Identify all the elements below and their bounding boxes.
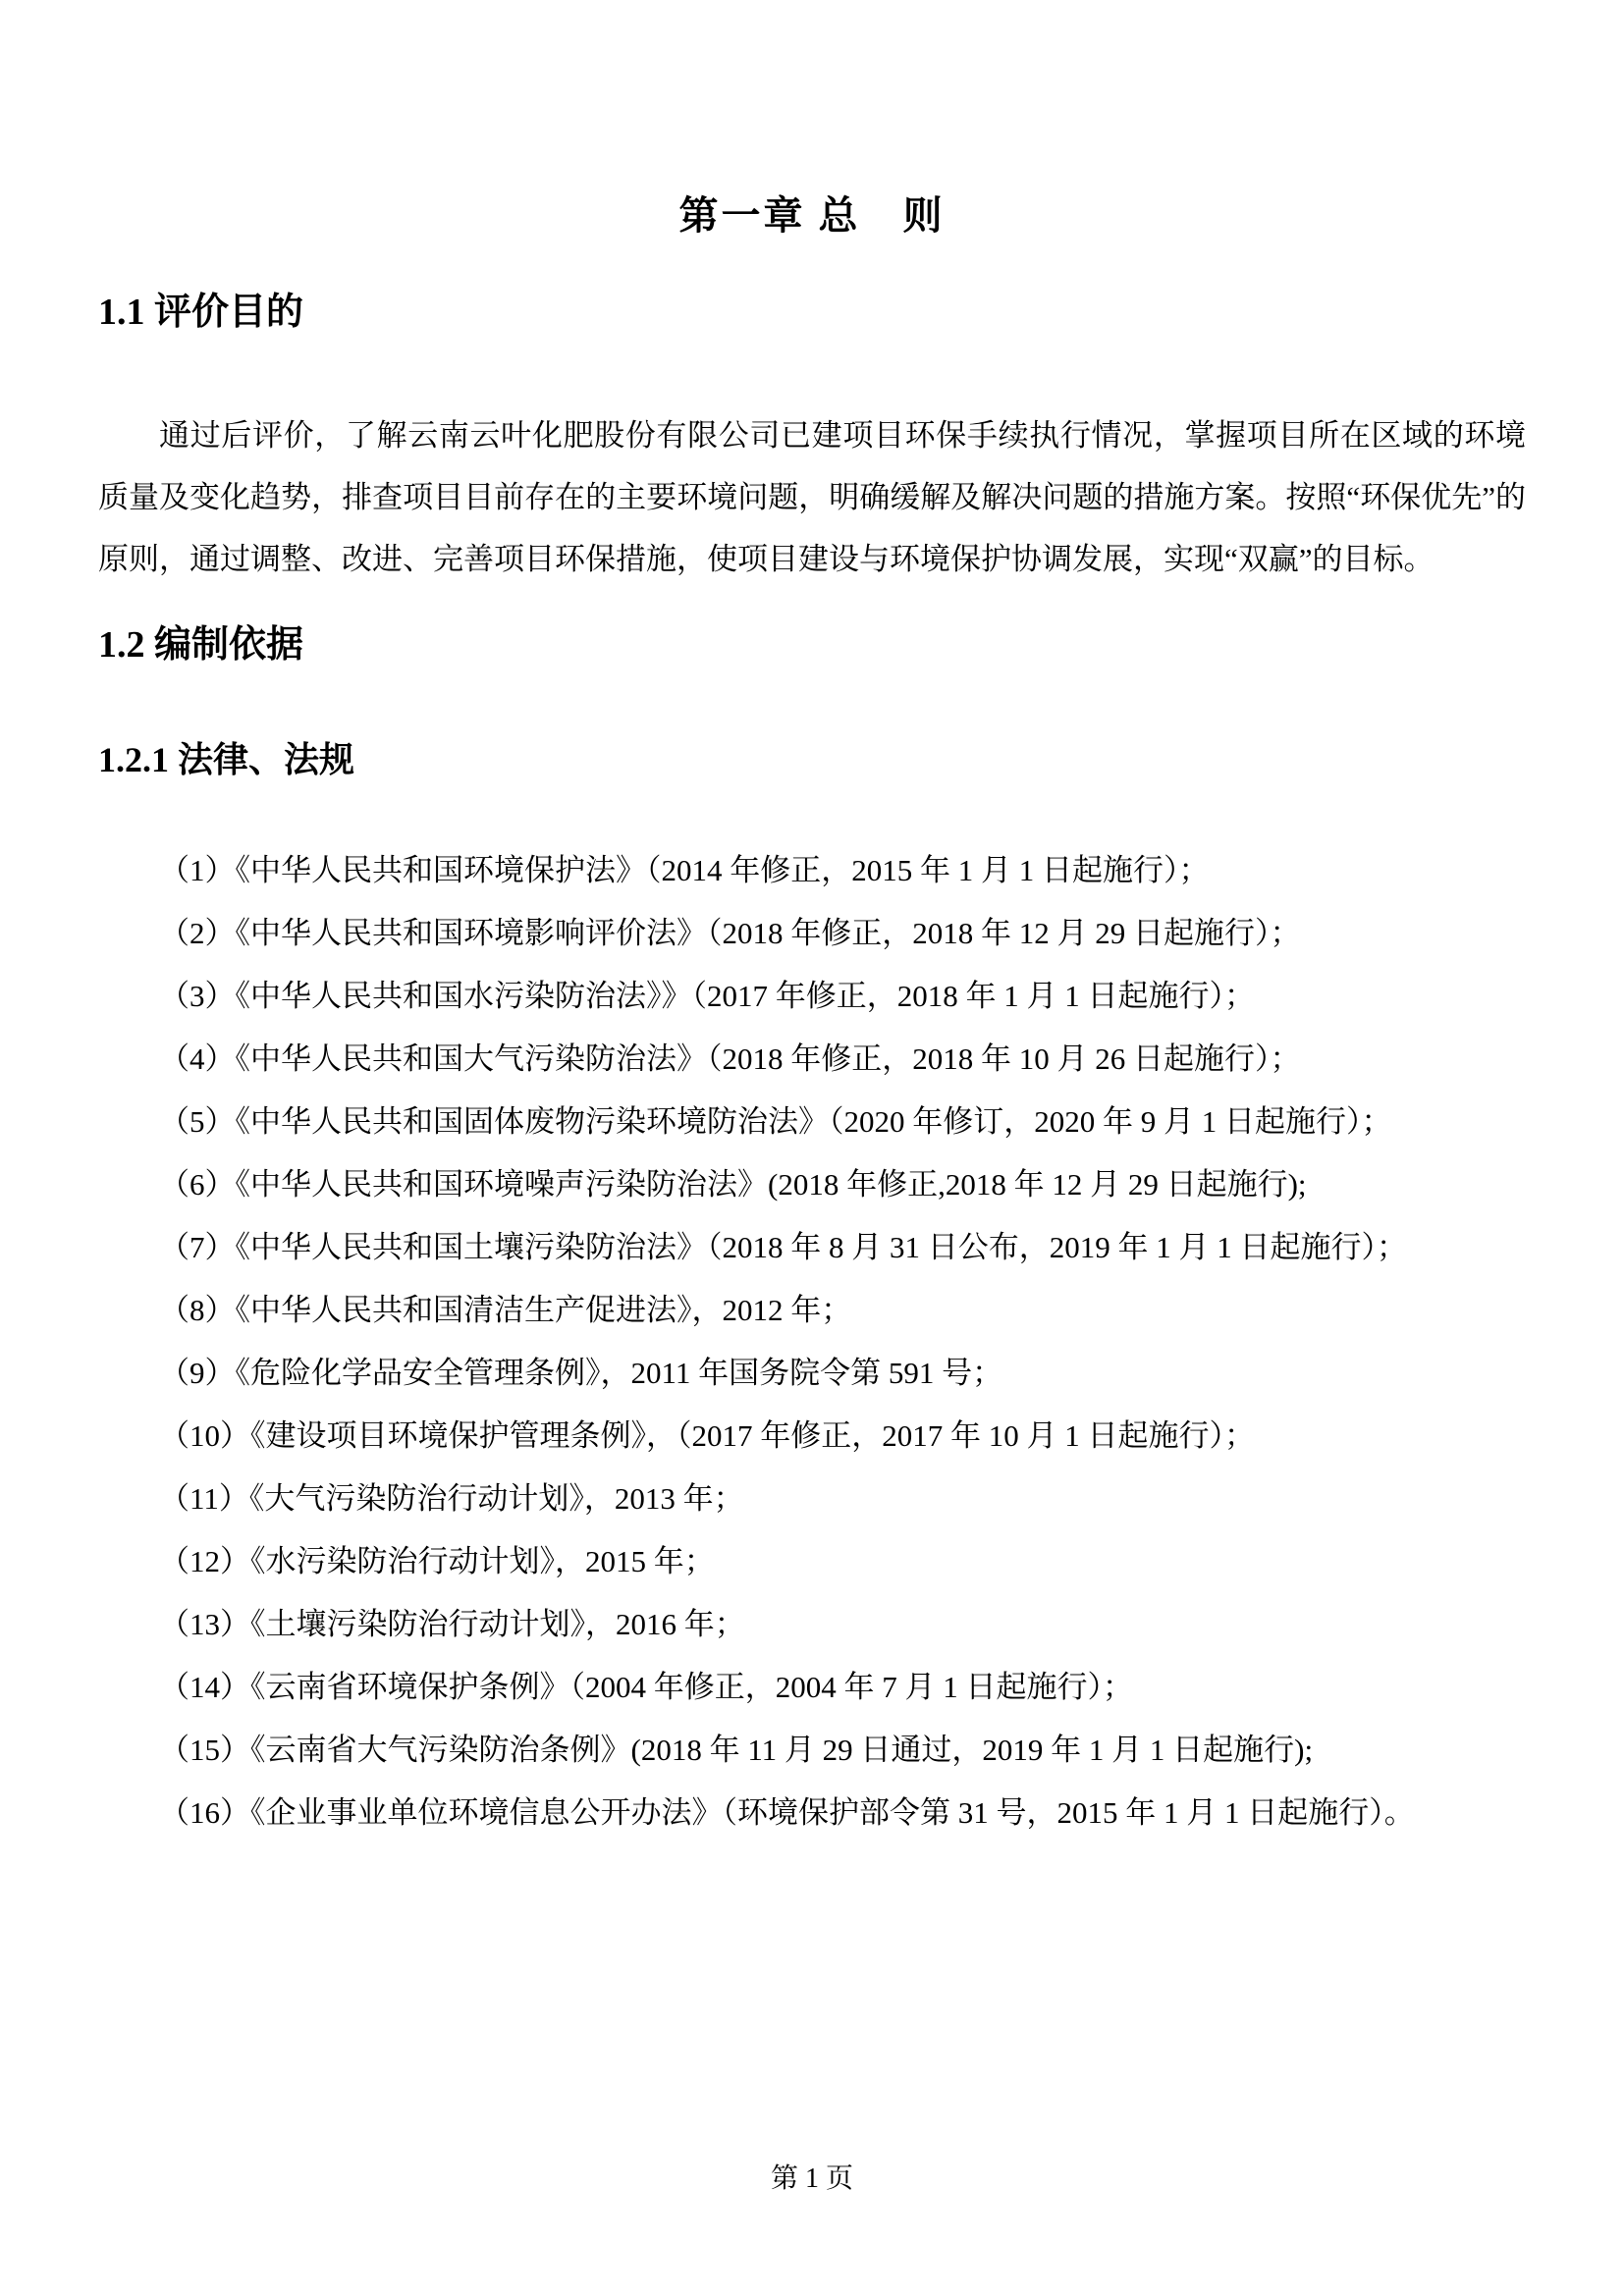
legal-item-13: （13）《土壤污染防治行动计划》，2016 年； xyxy=(159,1607,745,1641)
legal-item-12: （12）《水污染防治行动计划》，2015 年； xyxy=(159,1544,715,1578)
legal-item-6: （6）《中华人民共和国环境噪声污染防治法》(2018 年修正,2018 年 12 月 29 日起施行); xyxy=(159,1167,1307,1201)
section-1-1-paragraph: 通过后评价，了解云南云叶化肥股份有限公司已建项目环保手续执行情况，掌握项目所在区域的环境质量及变化趋势，排查项目目前存在的主要环境问题，明确缓解及解决问题的措施方案。按照“环保优先”的原则，通过调整、改进、完善项目环保措施，使项目建设与环境保护协调发展，实现“双赢”的目标。 xyxy=(98,418,1526,576)
chapter-title: 第一章 总 则 xyxy=(678,193,946,238)
legal-item-5: （5）《中华人民共和国固体废物污染环境防治法》（2020 年修订，2020 年 9 月 1 日起施行）； xyxy=(159,1104,1392,1139)
section-1-2-1-heading: 1.2.1 法律、法规 xyxy=(98,740,355,779)
legal-item-8: （8）《中华人民共和国清洁生产促进法》，2012 年； xyxy=(159,1293,852,1327)
section-1-1-heading: 1.1 评价目的 xyxy=(98,292,304,333)
legal-item-11: （11）《大气污染防治行动计划》，2013 年； xyxy=(159,1481,744,1516)
legal-item-1: （1）《中华人民共和国环境保护法》（2014 年修正，2015 年 1 月 1 日起施行）； xyxy=(159,853,1210,887)
page-number: 第 1 页 xyxy=(770,2163,853,2194)
section-1-2-heading: 1.2 编制依据 xyxy=(98,624,304,666)
legal-item-14: （14）《云南省环境保护条例》（2004 年修正，2004 年 7 月 1 日起施行）； xyxy=(159,1670,1133,1704)
legal-item-2: （2）《中华人民共和国环境影响评价法》（2018 年修正，2018 年 12 月 29 日起施行）； xyxy=(159,916,1301,950)
legal-item-16: （16）《企业事业单位环境信息公开办法》（环境保护部令第 31 号，2015 年 1 月 1 日起施行）。 xyxy=(159,1795,1415,1830)
legal-item-7: （7）《中华人民共和国土壤污染防治法》（2018 年 8 月 31 日公布，2019 年 1 月 1 日起施行）； xyxy=(159,1230,1407,1264)
legal-item-15: （15）《云南省大气污染防治条例》(2018 年 11 月 29 日通过，2019 年 1 月 1 日起施行); xyxy=(159,1733,1314,1767)
legal-items-list xyxy=(98,839,1526,1844)
legal-item-4: （4）《中华人民共和国大气污染防治法》（2018 年修正，2018 年 10 月 26 日起施行）； xyxy=(159,1041,1301,1076)
legal-item-3: （3）《中华人民共和国水污染防治法》》（2017 年修正，2018 年 1 月 1 日起施行）； xyxy=(159,979,1255,1013)
legal-item-9: （9）《危险化学品安全管理条例》，2011 年国务院令第 591 号； xyxy=(159,1356,1003,1390)
legal-item-10: （10）《建设项目环境保护管理条例》，（2017 年修正，2017 年 10 月 1 日起施行）； xyxy=(159,1418,1255,1453)
